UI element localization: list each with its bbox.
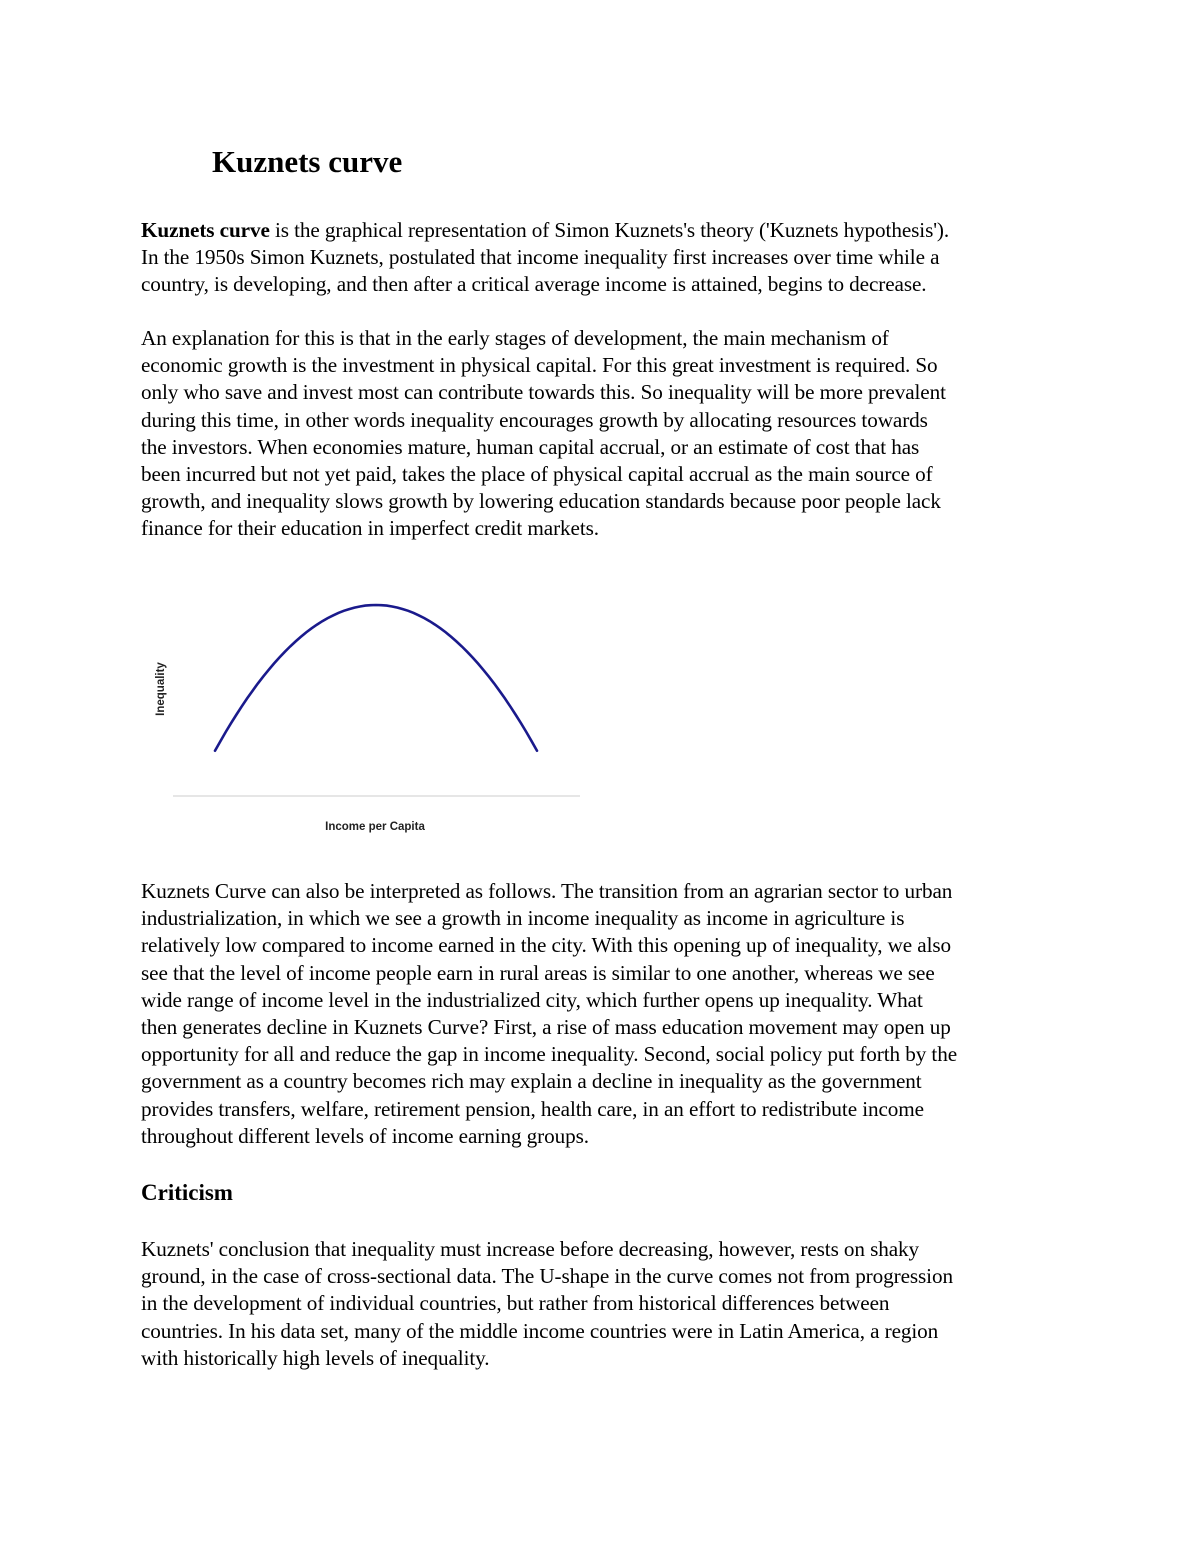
explanation-line: growth, and inequality slows growth by lowering education standards because poor people lack bbox=[141, 489, 941, 514]
interpretation-line: Kuznets Curve can also be interpreted as follows. The transition from an agrarian sector to urban bbox=[141, 879, 953, 903]
page-title: Kuznets curve bbox=[212, 144, 403, 179]
interpretation-line: see that the level of income people earn in rural areas is similar to one another, whereas we see bbox=[141, 960, 935, 985]
intro-line: country, is developing, and then after a critical average income is attained, begins to decrease. bbox=[141, 272, 927, 297]
y-axis-label: Inequality bbox=[155, 662, 167, 716]
intro-bold-term: Kuznets curve bbox=[141, 218, 270, 242]
explanation-line: been incurred but not yet paid, takes the place of physical capital accrual as the main source of bbox=[141, 462, 933, 487]
criticism-line: with historically high levels of inequality. bbox=[141, 1345, 490, 1370]
explanation-line: only who save and invest most can contribute towards this. So inequality will be more prevalent bbox=[141, 380, 946, 405]
interpretation-line: government as a country becomes rich may explain a decline in inequality as the government bbox=[141, 1069, 922, 1094]
criticism-paragraph bbox=[141, 1236, 1071, 1372]
explanation-line: economic growth is the investment in physical capital. For this great investment is required. So bbox=[141, 353, 938, 378]
explanation-line: An explanation for this is that in the early stages of development, the main mechanism of bbox=[141, 326, 889, 350]
kuznets-curve-figure bbox=[141, 565, 587, 850]
intro-line: In the 1950s Simon Kuznets, postulated that income inequality first increases over time while a bbox=[141, 245, 940, 270]
criticism-line: ground, in the case of cross-sectional data. The U-shape in the curve comes not from progression bbox=[141, 1264, 953, 1289]
interpretation-line: then generates decline in Kuznets Curve? First, a rise of mass education movement may open up bbox=[141, 1015, 951, 1040]
interpretation-line: relatively low compared to income earned in the city. With this opening up of inequality, we also bbox=[141, 933, 952, 958]
criticism-heading: Criticism bbox=[141, 1180, 233, 1205]
criticism-line: in the development of individual countries, but rather from historical differences between bbox=[141, 1291, 890, 1316]
criticism-line: Kuznets' conclusion that inequality must increase before decreasing, however, rests on shaky bbox=[141, 1237, 920, 1261]
explanation-line: the investors. When economies mature, human capital accrual, or an estimate of cost that has bbox=[141, 434, 920, 459]
explanation-paragraph bbox=[141, 325, 1071, 543]
explanation-line: finance for their education in imperfect credit markets. bbox=[141, 516, 599, 541]
intro-paragraph bbox=[141, 217, 1071, 299]
intro-line-text: is the graphical representation of Simon Kuznets's theory ('Kuznets hypothesis'). bbox=[269, 218, 950, 242]
intro-line bbox=[141, 217, 1071, 244]
interpretation-line: wide range of income level in the industrialized city, which further opens up inequality. What bbox=[141, 987, 923, 1012]
interpretation-line: throughout different levels of income earning groups. bbox=[141, 1123, 589, 1148]
criticism-line: countries. In his data set, many of the middle income countries were in Latin America, a region bbox=[141, 1318, 939, 1343]
interpretation-line: provides transfers, welfare, retirement pension, health care, in an effort to redistribute income bbox=[141, 1096, 924, 1121]
explanation-line: during this time, in other words inequality encourages growth by allocating resources towards bbox=[141, 407, 928, 432]
interpretation-line: industrialization, in which we see a growth in income inequality as income in agriculture is bbox=[141, 906, 905, 931]
x-axis-label: Income per Capita bbox=[325, 821, 425, 833]
chart-background bbox=[141, 565, 587, 850]
interpretation-line: opportunity for all and reduce the gap in income inequality. Second, social policy put forth by the bbox=[141, 1042, 957, 1067]
interpretation-paragraph bbox=[141, 878, 1071, 1150]
kuznets-curve-chart bbox=[141, 565, 587, 850]
